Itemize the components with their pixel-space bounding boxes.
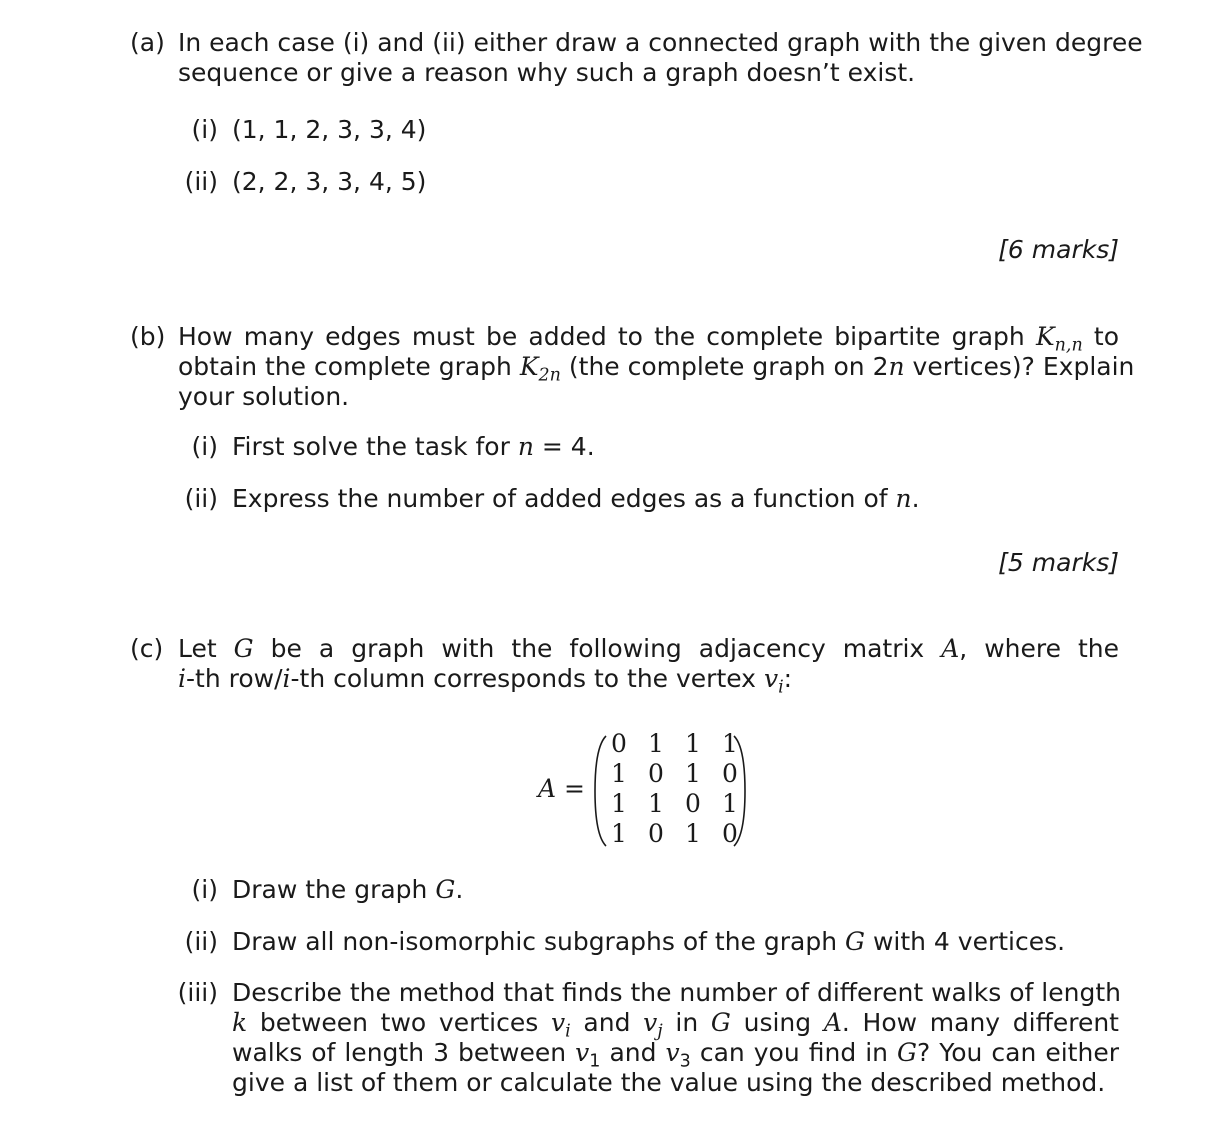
part-c-item-label: (i) (191, 875, 218, 904)
part-c-item-label: (iii) (177, 978, 218, 1007)
part-b-item-text: Express the number of added edges as a function of n. (232, 484, 920, 513)
matrix-cell: 1 (648, 729, 664, 758)
matrix-cell: 0 (722, 819, 738, 848)
matrix-cell: 1 (611, 759, 627, 788)
matrix-cell: 1 (611, 789, 627, 818)
part-c-item-text: Describe the method that finds the number of different walks of length k between two vertices $v_i$ and $v_j$ in G using A. How many different walks of length 3 between $v_1$ and $v_3$ can you find in G? You can either give a list of them or calculate the value using the described method. (232, 978, 1121, 1097)
matrix-cell: 0 (722, 759, 738, 788)
part-b-question: How many edges must be added to the complete bipartite graph $K_{n,n}$ to obtain the complete graph $K_{2n}$ (the complete graph on 2n vertices)? Explain your solution. (178, 322, 1135, 411)
matrix-label: A = (538, 774, 585, 803)
matrix-cell: 1 (611, 819, 627, 848)
matrix-cell: 1 (722, 729, 738, 758)
part-a-question: In each case (i) and (ii) either draw a connected graph with the given degree sequence or give a reason why such a graph doesn’t exist. (178, 28, 1143, 87)
part-a-item-text: (1, 1, 2, 3, 3, 4) (232, 115, 427, 144)
part-b-marks: [5 marks] (998, 548, 1119, 577)
part-b-item-label: (ii) (184, 484, 218, 513)
matrix-cell: 0 (648, 759, 664, 788)
part-a-item-label: (i) (191, 115, 218, 144)
part-a-item-text: (2, 2, 3, 3, 4, 5) (232, 167, 427, 196)
part-b-item-text: First solve the task for n = 4. (232, 432, 595, 461)
matrix-cell: 1 (685, 819, 701, 848)
part-c-item-text: Draw the graph G. (232, 875, 464, 904)
part-a-marks: [6 marks] (998, 235, 1119, 264)
part-a-item-label: (ii) (184, 167, 218, 196)
part-c-item-text: Draw all non-isomorphic subgraphs of the graph G with 4 vertices. (232, 927, 1066, 956)
matrix-cell: 1 (722, 789, 738, 818)
matrix-cell: 1 (685, 729, 701, 758)
matrix-cell: 1 (648, 789, 664, 818)
part-b-item-label: (i) (191, 432, 218, 461)
matrix-cell: 1 (685, 759, 701, 788)
part-c-label: (c) (130, 634, 164, 663)
part-c-question: Let G be a graph with the following adjacency matrix A, where the i-th row/i-th column corresponds to the vertex $v_i$: (178, 634, 1120, 698)
part-a-label: (a) (130, 28, 165, 57)
matrix-cell: 0 (685, 789, 701, 818)
part-b-label: (b) (130, 322, 166, 351)
matrix-cell: 0 (611, 729, 627, 758)
matrix-cell: 0 (648, 819, 664, 848)
part-c-item-label: (ii) (184, 927, 218, 956)
